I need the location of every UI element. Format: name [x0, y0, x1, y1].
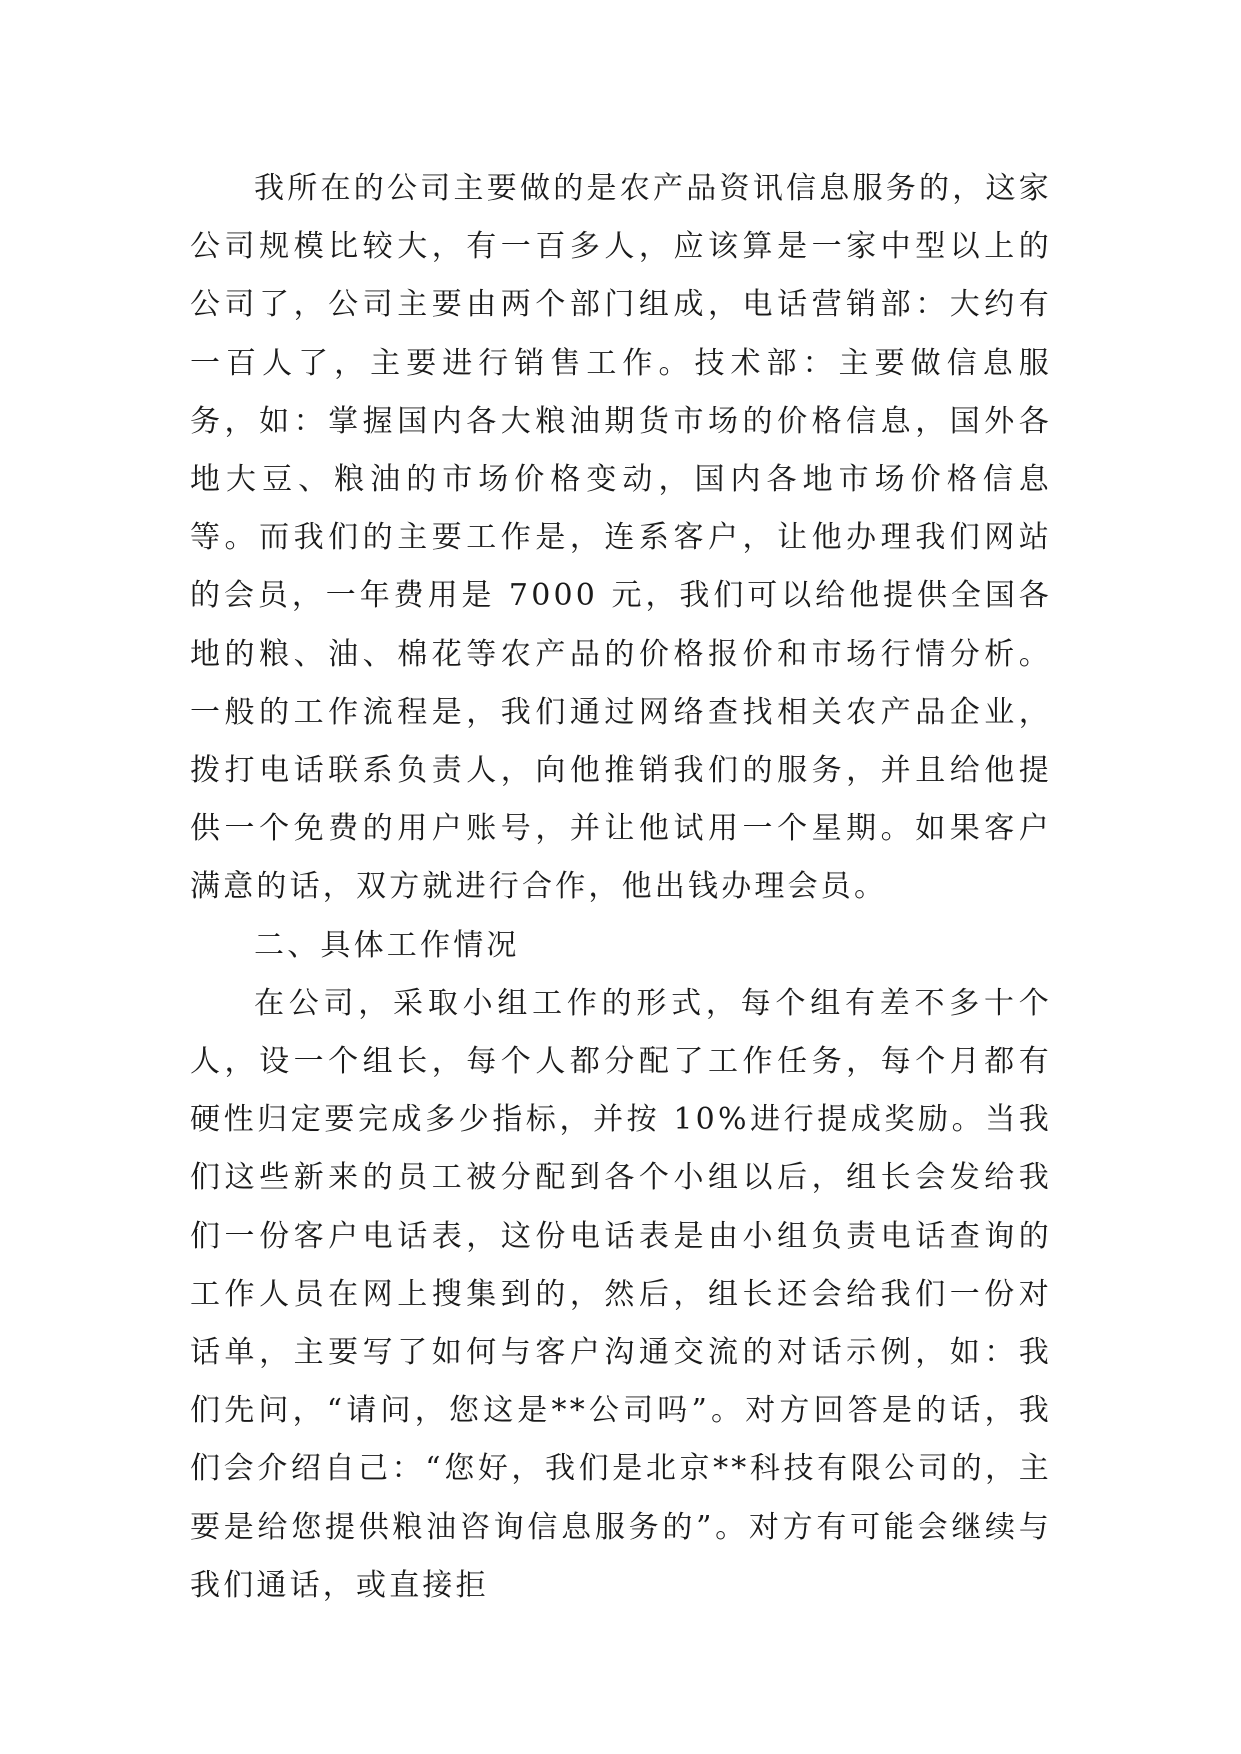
section-heading: 二、具体工作情况	[254, 927, 520, 963]
paragraph-work-details: 在公司，采取小组工作的形式，每个组有差不多十个人，设一个组长，每个人都分配了工作任务，每个月都有硬性归定要完成多少指标，并按 10%进行提成奖励。当我们这些新来的员工被分配到各个小组以后，组长会发给我们一份客户电话表，这份电话表是由小组负责电话查询的工作人员在网上搜集到的，然后，组长还会给我们一份对话单，主要写了如何与客户沟通交流的对话示例，如：我们先问，“请问，您这是**公司吗”。对方回答是的话，我们会介绍自己：“您好，我们是北京**科技有限公司的，主要是给您提供粮油咨询信息服务的”。对方有可能会继续与我们通话，或直接拒	[190, 985, 1052, 1603]
document-body	[190, 160, 1052, 1615]
paragraph-company-intro: 我所在的公司主要做的是农产品资讯信息服务的，这家公司规模比较大，有一百多人，应该算是一家中型以上的公司了，公司主要由两个部门组成，电话营销部：大约有一百人了，主要进行销售工作。技术部：主要做信息服务，如：掌握国内各大粮油期货市场的价格信息，国外各地大豆、粮油的市场价格变动，国内各地市场价格信息等。而我们的主要工作是，连系客户，让他办理我们网站的会员，一年费用是 7000 元，我们可以给他提供全国各地的粮、油、棉花等农产品的价格报价和市场行情分析。一般的工作流程是，我们通过网络查找相关农产品企业，拨打电话联系负责人，向他推销我们的服务，并且给他提供一个免费的用户账号，并让他试用一个星期。如果客户满意的话，双方就进行合作，他出钱办理会员。	[190, 171, 1052, 905]
